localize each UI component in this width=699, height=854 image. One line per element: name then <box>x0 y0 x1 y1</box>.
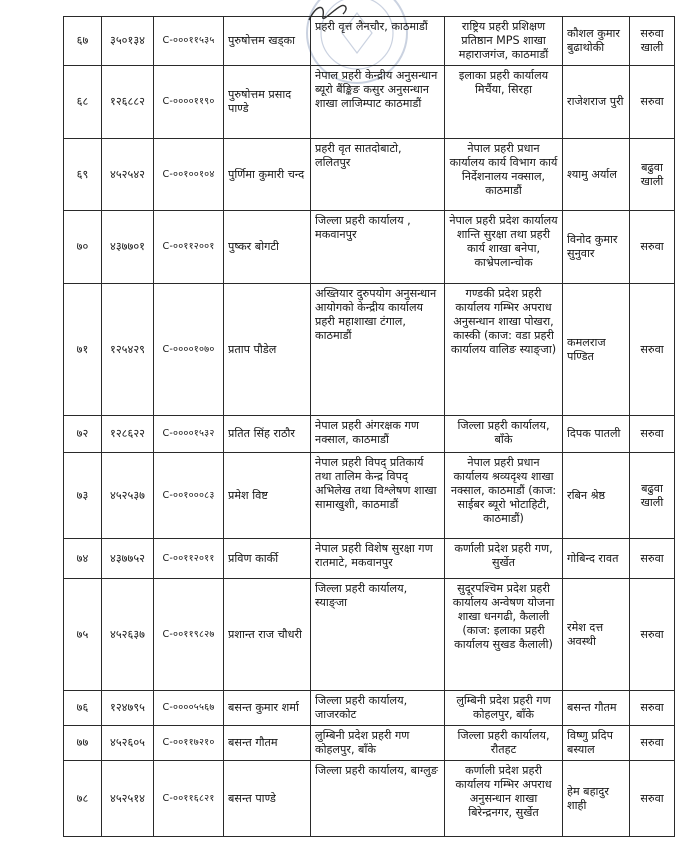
name-cell: प्रतित सिंह राठौर <box>224 416 311 453</box>
approver-cell: कौशल कुमार बुढाथोकी <box>563 17 630 66</box>
from-office-cell: जिल्ला प्रहरी कार्यालय , मकवानपुर <box>311 211 445 284</box>
to-office-cell: नेपाल प्रहरी प्रदेश कार्यालय शान्ति सुरक्षा तथा प्रहरी कार्य शाखा बनेपा, काभ्रेपलान्चोक <box>445 211 563 284</box>
action-cell: सरुवा <box>630 284 675 416</box>
table-row <box>64 17 675 66</box>
serial-number-cell: ७२ <box>64 416 102 453</box>
table-row <box>64 761 675 837</box>
approver-cell: हेम बहादुर शाही <box>563 761 630 837</box>
action-cell: सरुवा <box>630 66 675 139</box>
to-office-cell: सुदूरपश्चिम प्रदेश प्रहरी कार्यालय अन्वेषण योजना शाखा धनगढी, कैलाली (काज: इलाका प्रहरी कार्यालय सुखड कैलाली) <box>445 579 563 691</box>
action-cell: सरुवा खाली <box>630 17 675 66</box>
name-cell: प्रताप पौडेल <box>224 284 311 416</box>
approver-cell: रबिन श्रेष्ठ <box>563 453 630 539</box>
approver-cell: दिपक पातली <box>563 416 630 453</box>
from-office-cell: प्रहरी वृत्त लैनचौर, काठमाडौं <box>311 17 445 66</box>
table-row <box>64 211 675 284</box>
name-cell: पुरुषोत्तम खड्का <box>224 17 311 66</box>
code-cell: C-००११२०११ <box>154 539 224 579</box>
table-row <box>64 284 675 416</box>
from-office-cell: अख्तियार दुरुपयोग अनुसन्धान आयोगको केन्द्रीय कार्यालय प्रहरी महाशाखा टंगाल, काठमाडौं <box>311 284 445 416</box>
approver-cell: बसन्त गौतम <box>563 691 630 726</box>
action-cell: सरुवा <box>630 539 675 579</box>
code-cell: C-००००५५६७ <box>154 691 224 726</box>
serial-number-cell: ६७ <box>64 17 102 66</box>
id-number-cell: १२६८८२ <box>102 66 154 139</box>
name-cell: पुष्कर बोगटी <box>224 211 311 284</box>
from-office-cell: जिल्ला प्रहरी कार्यालय, जाजरकोट <box>311 691 445 726</box>
table-row <box>64 726 675 761</box>
serial-number-cell: ६९ <box>64 139 102 211</box>
to-office-cell: इलाका प्रहरी कार्यालय मिर्चैया, सिरहा <box>445 66 563 139</box>
action-cell: सरुवा <box>630 416 675 453</box>
to-office-cell: लुम्बिनी प्रदेश प्रहरी गण कोहलपुर, बाँके <box>445 691 563 726</box>
action-cell: सरुवा <box>630 211 675 284</box>
serial-number-cell: ७८ <box>64 761 102 837</box>
id-number-cell: ४५२६३७ <box>102 579 154 691</box>
to-office-cell: कर्णाली प्रदेश प्रहरी गण, सुर्खेत <box>445 539 563 579</box>
action-cell: सरुवा <box>630 726 675 761</box>
action-cell: सरुवा <box>630 691 675 726</box>
to-office-cell: जिल्ला प्रहरी कार्यालय, रौतहट <box>445 726 563 761</box>
name-cell: प्रविण कार्की <box>224 539 311 579</box>
id-number-cell: ४५२५१४ <box>102 761 154 837</box>
from-office-cell: जिल्ला प्रहरी कार्यालय, स्याङ्जा <box>311 579 445 691</box>
to-office-cell: राष्ट्रिय प्रहरी प्रशिक्षण प्रतिष्ठान MPS शाखा महाराजगंज, काठमाडौं <box>445 17 563 66</box>
from-office-cell: नेपाल प्रहरी अंगरक्षक गण नक्साल, काठमाडौं <box>311 416 445 453</box>
action-cell: सरुवा <box>630 761 675 837</box>
code-cell: C-००११९८२७ <box>154 579 224 691</box>
id-number-cell: ४५२६०५ <box>102 726 154 761</box>
approver-cell: विष्णु प्रदिप बस्याल <box>563 726 630 761</box>
code-cell: C-००११६८२१ <box>154 761 224 837</box>
code-cell: C-००११७२१० <box>154 726 224 761</box>
code-cell: C-००००१५३२ <box>154 416 224 453</box>
to-office-cell: कर्णाली प्रदेश प्रहरी कार्यालय गम्भिर अपराध अनुसन्धान शाखा बिरेन्द्रनगर, सुर्खेत <box>445 761 563 837</box>
id-number-cell: ४५२५३७ <box>102 453 154 539</box>
id-number-cell: ४३७७५२ <box>102 539 154 579</box>
to-office-cell: नेपाल प्रहरी प्रधान कार्यालय कार्य विभाग कार्य निर्देशनालय नक्साल, काठमाडौं <box>445 139 563 211</box>
approver-cell: राजेशराज पुरी <box>563 66 630 139</box>
id-number-cell: १२५४२९ <box>102 284 154 416</box>
transfer-table <box>63 16 675 837</box>
serial-number-cell: ७४ <box>64 539 102 579</box>
name-cell: बसन्त कुमार शर्मा <box>224 691 311 726</box>
from-office-cell: नेपाल प्रहरी विशेष सुरक्षा गण रातमाटे, मकवानपुर <box>311 539 445 579</box>
table-row <box>64 691 675 726</box>
serial-number-cell: ६८ <box>64 66 102 139</box>
table-row <box>64 139 675 211</box>
code-cell: C-०००११५३५ <box>154 17 224 66</box>
name-cell: बसन्त पाण्डे <box>224 761 311 837</box>
to-office-cell: जिल्ला प्रहरी कार्यालय, बाँके <box>445 416 563 453</box>
serial-number-cell: ७१ <box>64 284 102 416</box>
approver-cell: कमलराज पण्डित <box>563 284 630 416</box>
code-cell: C-००००१०७० <box>154 284 224 416</box>
approver-cell: रमेश दत्त अवस्थी <box>563 579 630 691</box>
name-cell: बसन्त गौतम <box>224 726 311 761</box>
id-number-cell: ४३७७०१ <box>102 211 154 284</box>
serial-number-cell: ७७ <box>64 726 102 761</box>
name-cell: प्रमेश विष्ट <box>224 453 311 539</box>
code-cell: C-००००११९० <box>154 66 224 139</box>
table-row <box>64 579 675 691</box>
name-cell: प्रशान्त राज चौधरी <box>224 579 311 691</box>
approver-cell: विनोद कुमार सुनुवार <box>563 211 630 284</box>
action-cell: बढुवा खाली <box>630 139 675 211</box>
table-row <box>64 416 675 453</box>
table-row <box>64 453 675 539</box>
action-cell: बढुवा खाली <box>630 453 675 539</box>
id-number-cell: ३५०१३४ <box>102 17 154 66</box>
from-office-cell: जिल्ला प्रहरी कार्यालय, बाग्लुङ <box>311 761 445 837</box>
to-office-cell: गण्डकी प्रदेश प्रहरी कार्यालय गम्भिर अपराध अनुसन्धान शाखा पोखरा, कास्की (काज: वडा प्रहरी कार्यालय वालिङ स्याङ्जा) <box>445 284 563 416</box>
id-number-cell: ४५२५४२ <box>102 139 154 211</box>
serial-number-cell: ७६ <box>64 691 102 726</box>
action-cell: सरुवा <box>630 579 675 691</box>
serial-number-cell: ७५ <box>64 579 102 691</box>
code-cell: C-००१००१०४ <box>154 139 224 211</box>
name-cell: पुरुषोत्तम प्रसाद पाण्डे <box>224 66 311 139</box>
serial-number-cell: ७० <box>64 211 102 284</box>
id-number-cell: १२४७९५ <box>102 691 154 726</box>
approver-cell: श्यामु अर्याल <box>563 139 630 211</box>
name-cell: पुर्णिमा कुमारी चन्द <box>224 139 311 211</box>
serial-number-cell: ७३ <box>64 453 102 539</box>
from-office-cell: नेपाल प्रहरी केन्द्रीय अनुसन्धान ब्यूरो बैंङ्किङ कसुर अनुसन्धान शाखा लाजिम्पाट काठमाडौं <box>311 66 445 139</box>
code-cell: C-००११२००१ <box>154 211 224 284</box>
table-row <box>64 539 675 579</box>
code-cell: C-००१०००८३ <box>154 453 224 539</box>
from-office-cell: प्रहरी वृत सातदोबाटो, ललितपुर <box>311 139 445 211</box>
approver-cell: गोबिन्द रावत <box>563 539 630 579</box>
id-number-cell: १२८६२२ <box>102 416 154 453</box>
from-office-cell: नेपाल प्रहरी विपद् प्रतिकार्य तथा तालिम केन्द्र विपद् अभिलेख तथा विश्लेषण शाखा सामाखुशी, काठमाडौं <box>311 453 445 539</box>
to-office-cell: नेपाल प्रहरी प्रधान कार्यालय श्रव्यदृश्य शाखा नक्साल, काठमाडौं (काज: साईबर ब्यूरो भोटाहिटी, काठमाडौं) <box>445 453 563 539</box>
from-office-cell: लुम्बिनी प्रदेश प्रहरी गण कोहलपुर, बाँके <box>311 726 445 761</box>
table-row <box>64 66 675 139</box>
